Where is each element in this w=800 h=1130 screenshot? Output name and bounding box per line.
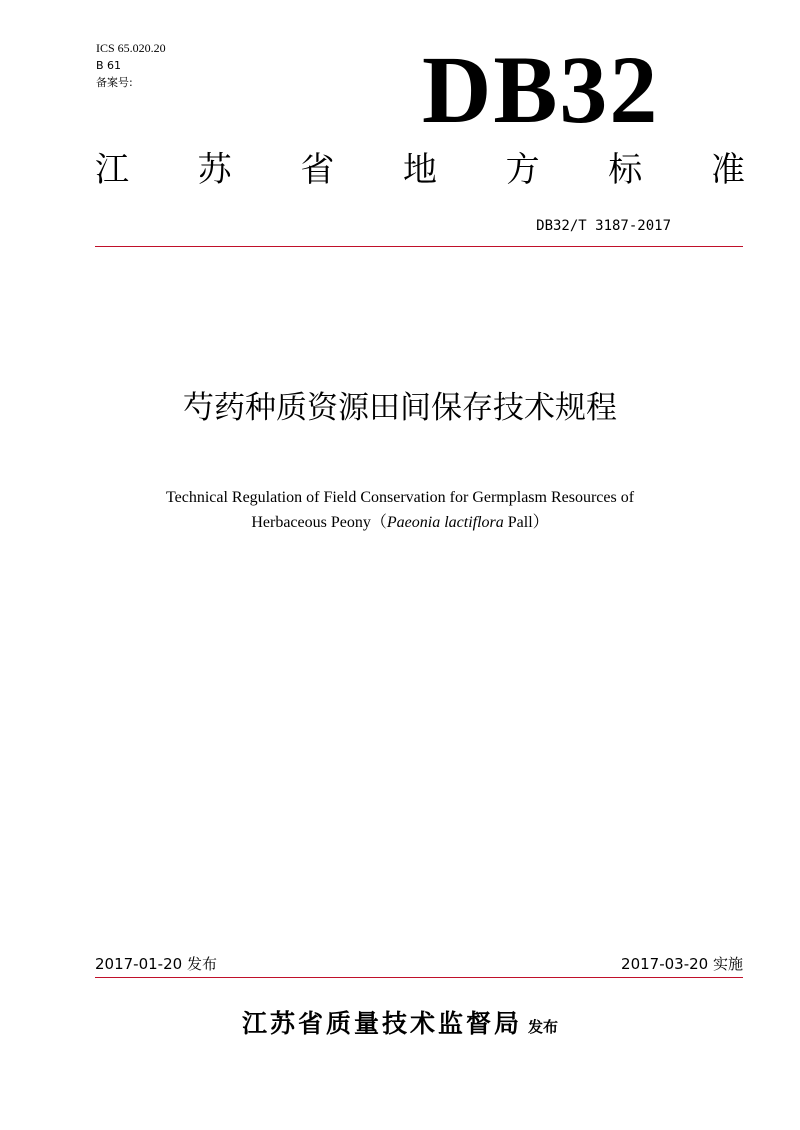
english-title-prefix: Herbaceous Peony（ [251,514,387,531]
classification-code: B 61 [96,59,122,72]
footer-divider [95,977,743,978]
issuer-action: 发布 [528,1018,559,1036]
english-title-line-1: Technical Regulation of Field Conservation for Germplasm Resources of [165,489,635,506]
issuing-authority [0,1008,800,1043]
species-name: Paeonia lactiflora [386,514,504,531]
english-title-suffix: Pall） [503,514,549,531]
standard-type-char: 方 [505,150,540,190]
standard-code: DB32/T 3187-2017 [536,218,671,234]
document-title-english [0,485,800,535]
ics-code: ICS 65.020.20 [96,41,166,55]
header-divider [95,246,743,247]
standard-type-heading [95,148,745,192]
document-title-chinese: 芍药种质资源田间保存技术规程 [183,390,617,426]
implementation-date: 2017-03-20 实施 [621,955,743,973]
standard-type-char: 苏 [197,150,232,190]
db32-logo: DB32 [422,36,660,143]
standard-type-char: 地 [402,150,437,190]
standard-type-char: 标 [608,150,643,190]
issue-date: 2017-01-20 发布 [95,955,217,973]
standard-type-char: 准 [710,150,745,190]
english-title-line-2 [0,510,800,535]
issuer-name: 江苏省质量技术监督局 [241,1009,522,1038]
record-number-label: 备案号: [96,76,133,89]
standard-type-char: 省 [300,150,335,190]
standard-type-char: 江 [95,150,129,190]
